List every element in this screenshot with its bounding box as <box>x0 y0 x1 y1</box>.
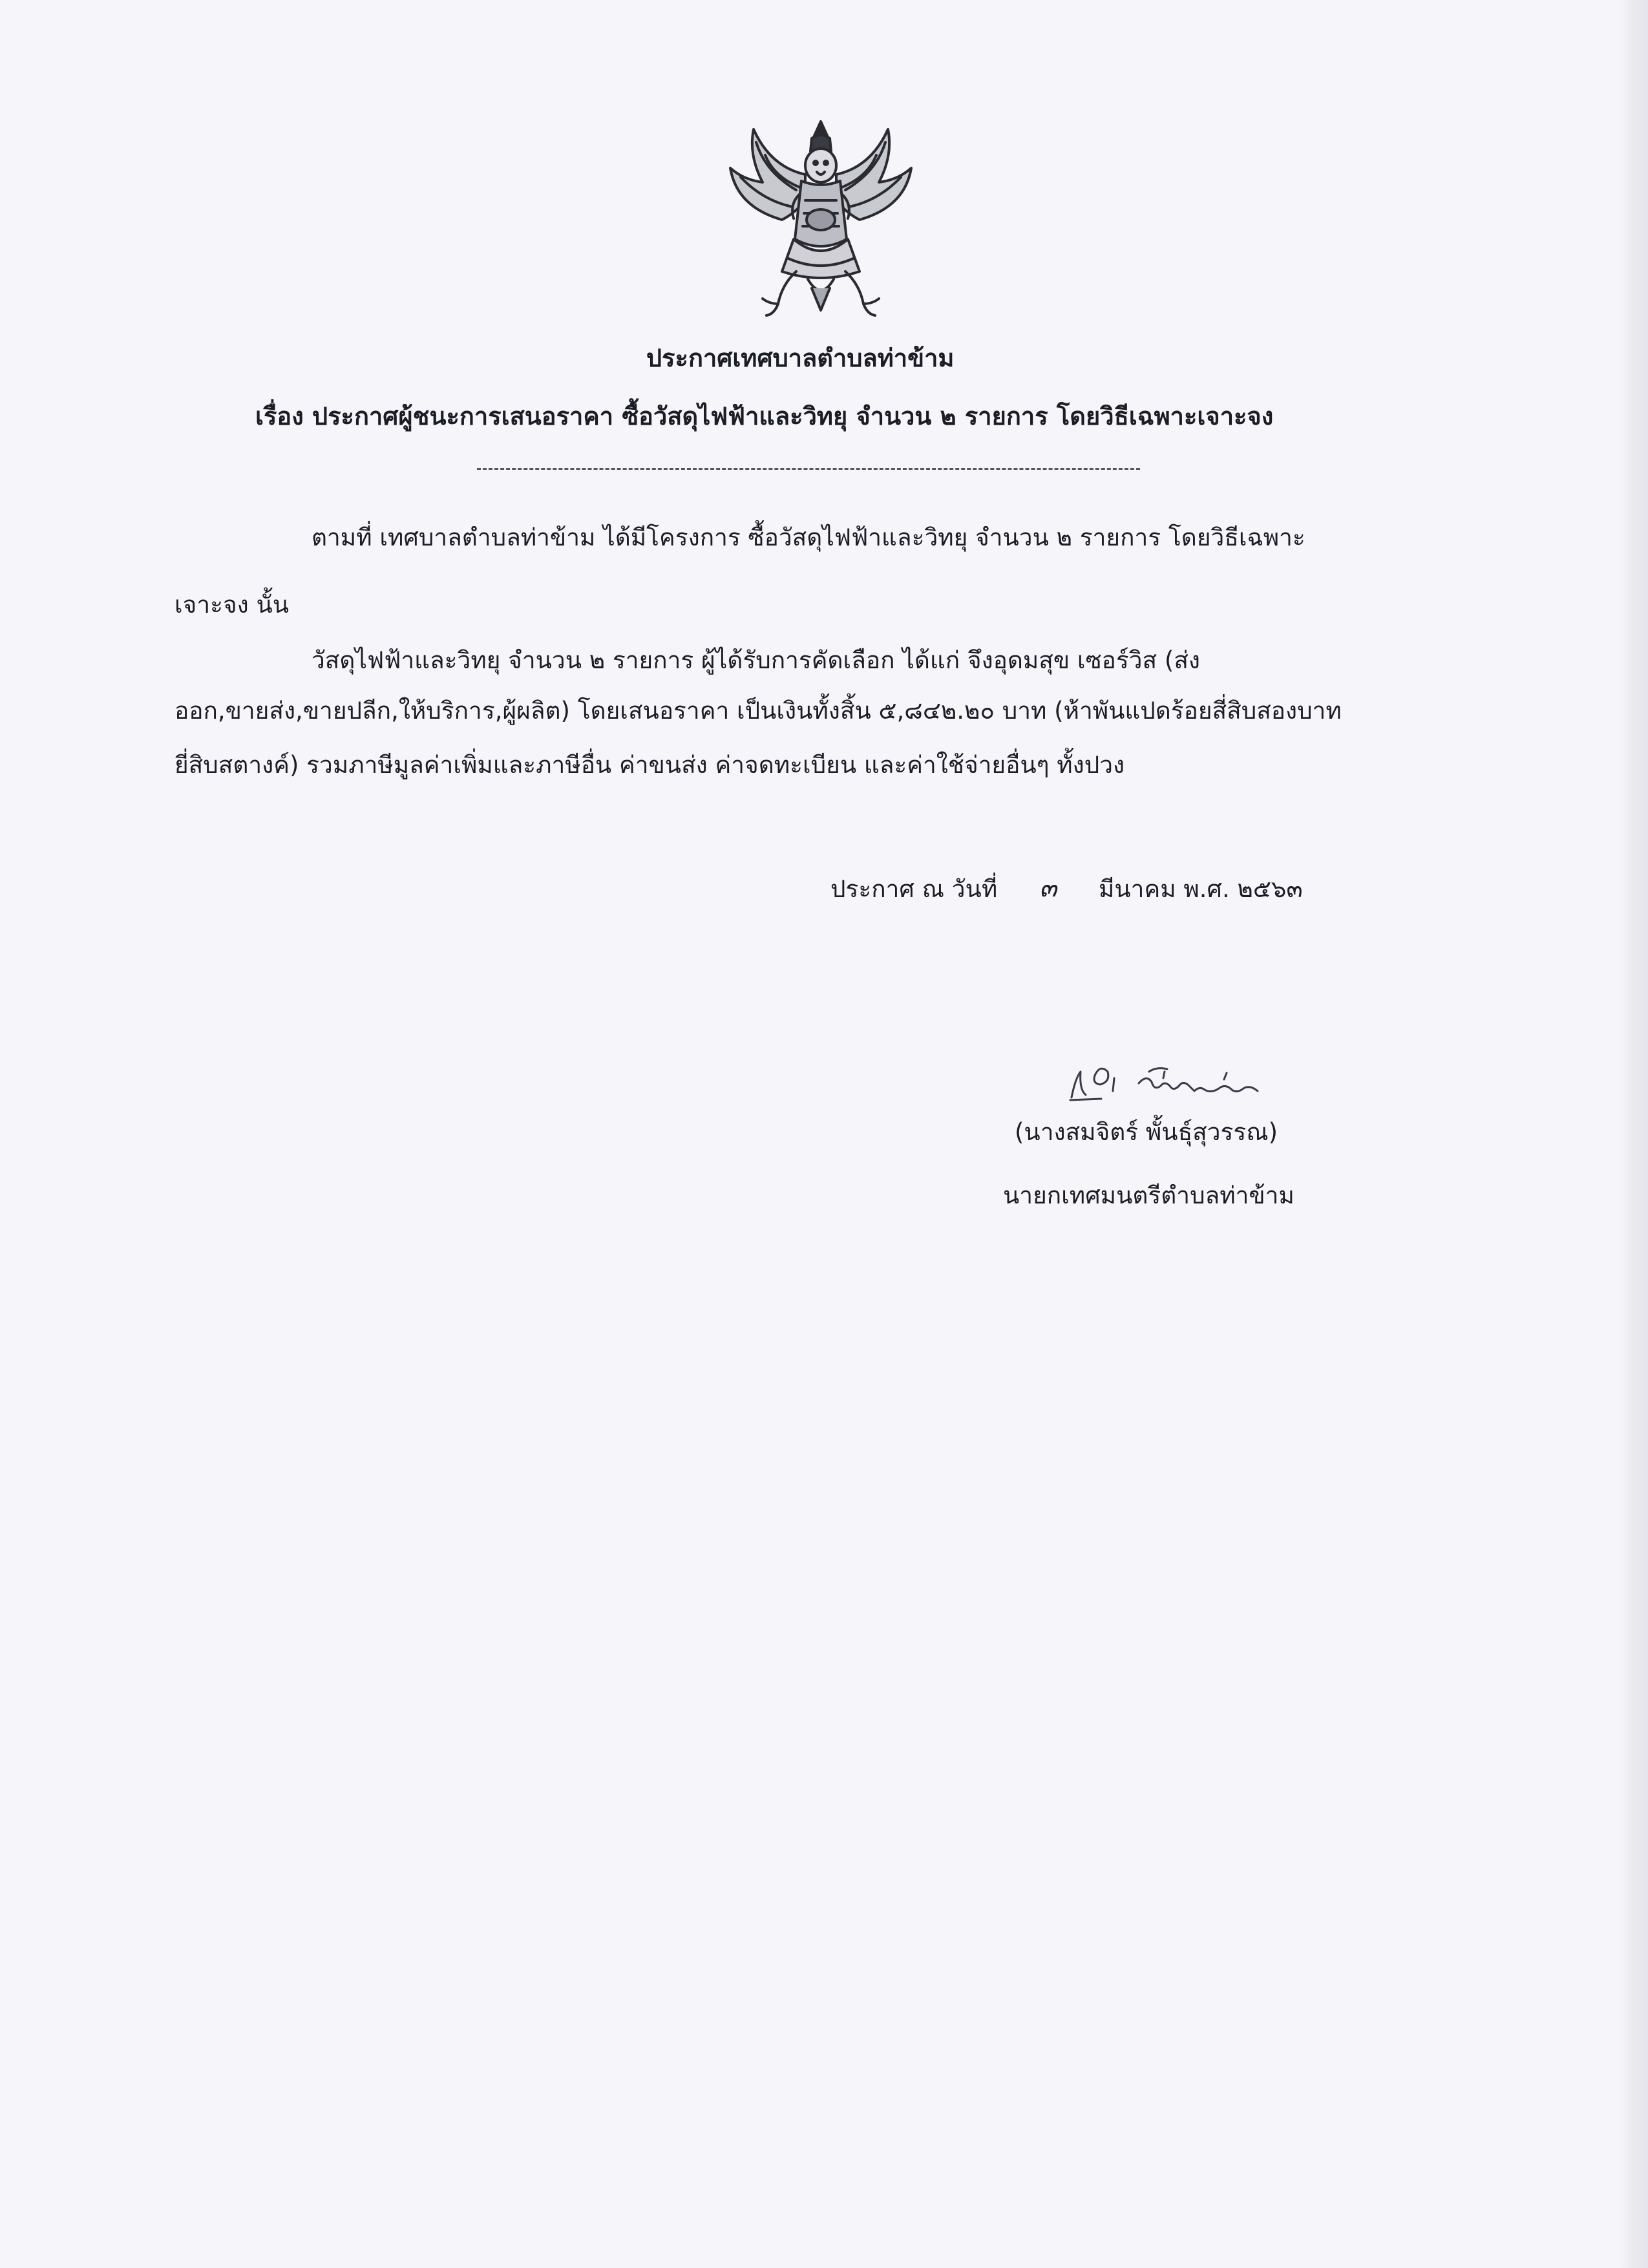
handwritten-signature <box>1066 1052 1286 1110</box>
paragraph-1-line-1: ตามที่ เทศบาลตำบลท่าข้าม ได้มีโครงการ ซื้อวัสดุไฟฟ้าและวิทยุ จำนวน ๒ รายการ โดยวิธีเฉพาะ <box>312 524 1305 551</box>
announcement-date-month-year: มีนาคม พ.ศ. ๒๕๖๓ <box>1099 875 1303 903</box>
dashed-separator <box>477 468 1140 470</box>
paragraph-2-line-3: ยี่สิบสตางค์) รวมภาษีมูลค่าเพิ่มและภาษีอื่น ค่าขนส่ง ค่าจดทะเบียน และค่าใช้จ่ายอื่นๆ ทั้งปวง <box>174 751 1125 779</box>
paragraph-1-line-2: เจาะจง นั้น <box>174 591 290 619</box>
paragraph-2-line-2: ออก,ขายส่ง,ขายปลีก,ให้บริการ,ผู้ผลิต) โดยเสนอราคา เป็นเงินทั้งสิ้น ๕,๘๔๒.๒๐ บาท (ห้าพันแปดร้อยสี่สิบสองบาท <box>174 697 1342 725</box>
scan-edge-shadow <box>1618 0 1648 2268</box>
signatory-name: (นางสมจิตร์ พั้นธุ์สุวรรณ) <box>1015 1118 1278 1146</box>
signatory-position: นายกเทศมนตรีตำบลท่าข้าม <box>1003 1182 1294 1209</box>
announcement-date-prefix: ประกาศ ณ วันที่ <box>830 875 998 903</box>
garuda-emblem <box>711 110 931 330</box>
paragraph-2-line-1: วัสดุไฟฟ้าและวิทยุ จำนวน ๒ รายการ ผู้ได้รับการคัดเลือก ได้แก่ จึงอุดมสุข เซอร์วิส (ส่ง <box>312 646 1200 674</box>
subject-heading: เรื่อง ประกาศผู้ชนะการเสนอราคา ซื้อวัสดุไฟฟ้าและวิทยุ จำนวน ๒ รายการ โดยวิธีเฉพาะเจาะจง <box>255 402 1274 430</box>
organization-heading: ประกาศเทศบาลตำบลท่าข้าม <box>646 344 955 372</box>
announcement-date-day: ๓ <box>1039 873 1057 903</box>
